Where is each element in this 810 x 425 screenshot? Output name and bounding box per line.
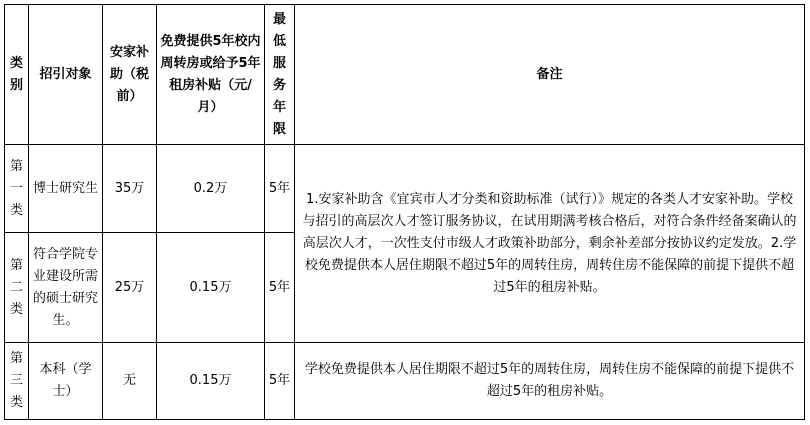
table-row [5, 145, 805, 233]
row-housing: 0.2万 [157, 145, 265, 233]
header-target: 招引对象 [29, 5, 103, 145]
row-term: 5年 [265, 343, 295, 420]
header-remarks: 备注 [295, 5, 805, 145]
row-housing: 0.15万 [157, 233, 265, 343]
remarks-row-3: 学校免费提供本人居住期限不超过5年的周转住房，周转住房不能保障的前提下提供不超过5年的租房补贴。 [295, 343, 805, 420]
row-term: 5年 [265, 145, 295, 233]
table-row [5, 343, 805, 420]
row-housing: 0.15万 [157, 343, 265, 420]
row-term: 5年 [265, 233, 295, 343]
header-min-term: 最低服务年限 [265, 5, 295, 145]
header-housing: 免费提供5年校内周转房或给予5年租房补贴（元/月） [157, 5, 265, 145]
row-target: 符合学院专业建设所需的硕士研究生。 [29, 233, 103, 343]
row-target: 博士研究生 [29, 145, 103, 233]
header-subsidy: 安家补助（税前） [103, 5, 157, 145]
row-subsidy: 无 [103, 343, 157, 420]
row-subsidy: 35万 [103, 145, 157, 233]
row-category: 第一类 [5, 145, 29, 233]
header-row [5, 5, 805, 145]
row-category: 第二类 [5, 233, 29, 343]
row-target: 本科（学士） [29, 343, 103, 420]
row-category: 第三类 [5, 343, 29, 420]
remarks-rows-1-2: 1.安家补助含《宜宾市人才分类和资助标准（试行）》规定的各类人才安家补助。学校与招引的高层次人才签订服务协议，在试用期满考核合格后，对符合条件经备案确认的高层次人才，一次性支付市级人才政策补助部分，剩余补差部分按协议约定发放。2.学校免费提供本人居住期限不超过5年的周转住房，周转住房不能保障的前提下提供不超过5年的租房补贴。 [295, 145, 805, 343]
header-category: 类别 [5, 5, 29, 145]
recruitment-table [4, 4, 805, 420]
row-subsidy: 25万 [103, 233, 157, 343]
